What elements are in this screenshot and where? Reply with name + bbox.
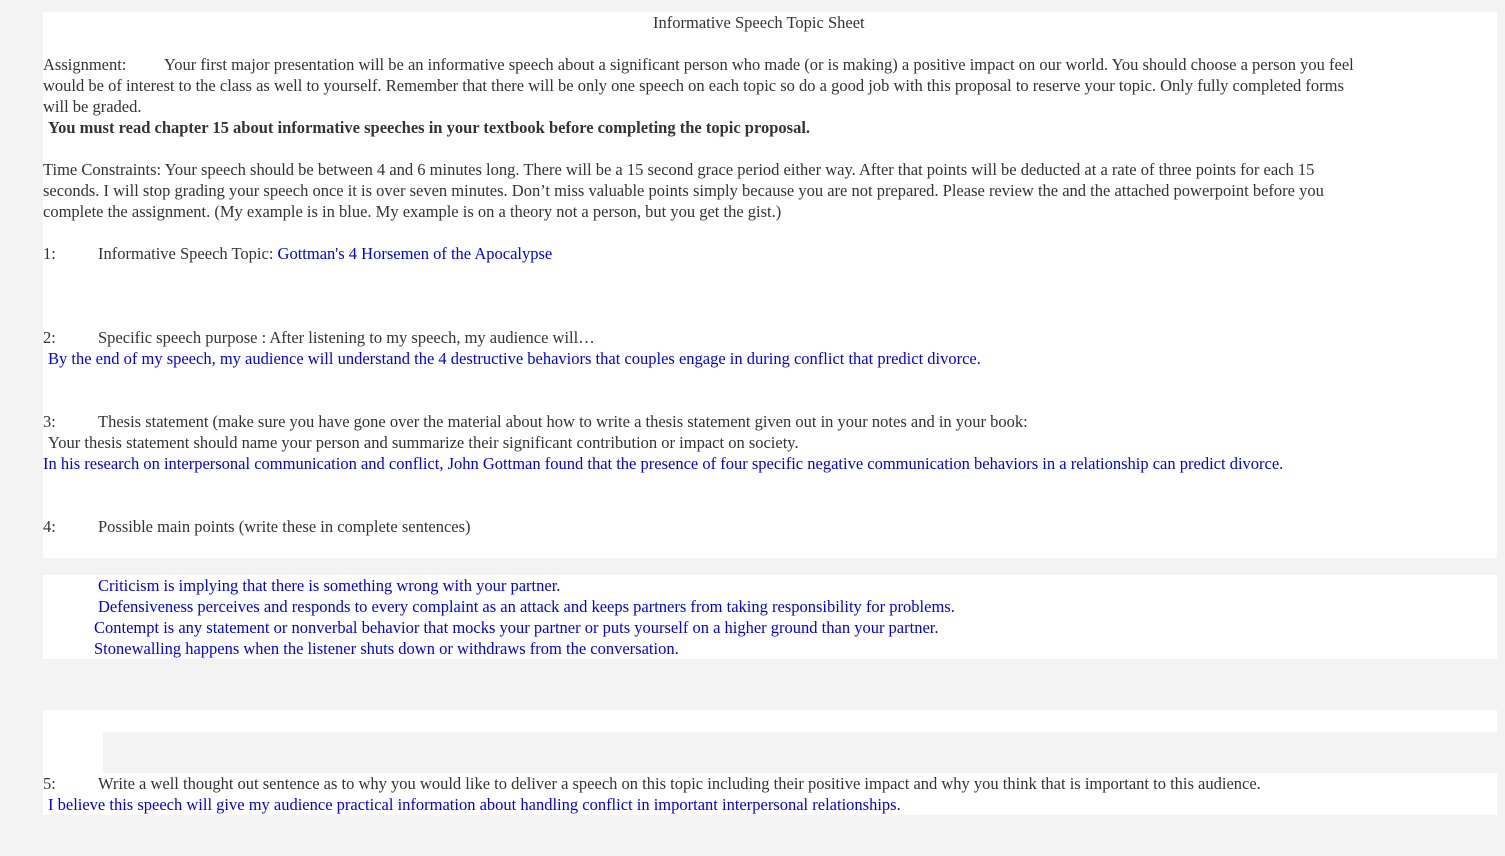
main-point-2: Defensiveness perceives and responds to every complaint as an attack and keeps partners from taking responsibility for problems. (98, 597, 955, 616)
item-3-answer: In his research on interpersonal communication and conflict, John Gottman found that the presence of four specific negative communication behaviors in a relationship can predict divorce. (43, 454, 1284, 473)
item-3-prompt-2: Your thesis statement should name your person and summarize their significant contribution or impact on society. (48, 433, 799, 452)
item-5-number: 5: (43, 774, 56, 793)
item-1-number: 1: (43, 244, 56, 263)
assignment-label: Assignment: (43, 55, 127, 74)
content-panel-bottom (43, 710, 1497, 732)
time-constraints-line-1: Time Constraints: Your speech should be between 4 and 6 minutes long. There will be a 15 second grace period either way. After that points will be deducted at a rate of three points for each 15 (43, 160, 1315, 179)
item-4 (43, 516, 471, 537)
main-point-3: Contempt is any statement or nonverbal behavior that mocks your partner or puts yourself on a higher ground than your partner. (94, 618, 939, 637)
item-3 (43, 411, 1028, 432)
item-2-prompt: Specific speech purpose : After listening to my speech, my audience will… (98, 328, 595, 347)
item-5-answer: I believe this speech will give my audience practical information about handling conflict in important interpersonal relationships. (48, 795, 901, 814)
main-point-4: Stonewalling happens when the listener shuts down or withdraws from the conversation. (94, 639, 679, 658)
main-point-1: Criticism is implying that there is something wrong with your partner. (98, 576, 561, 595)
assignment-text-1: Your first major presentation will be an informative speech about a significant person who made (or is making) a positive impact on our world. You should choose a person you feel (164, 55, 1354, 74)
page-title: Informative Speech Topic Sheet (653, 13, 865, 32)
item-4-prompt: Possible main points (write these in complete sentences) (98, 517, 471, 536)
item-4-number: 4: (43, 517, 56, 536)
item-1-answer: Gottman's 4 Horsemen of the Apocalypse (277, 244, 553, 263)
item-1-prompt: Informative Speech Topic: (98, 244, 278, 263)
item-2-answer: By the end of my speech, my audience will understand the 4 destructive behaviors that couples engage in during conflict that predict divorce. (48, 349, 981, 368)
time-constraints-line-3: complete the assignment. (My example is in blue. My example is on a theory not a person, but you get the gist.) (43, 202, 782, 221)
item-1 (43, 243, 552, 264)
item-3-number: 3: (43, 412, 56, 431)
assignment-line-3: will be graded. (43, 97, 142, 116)
assignment-line-1 (43, 54, 1354, 75)
item-2 (43, 327, 595, 348)
item-2-number: 2: (43, 328, 56, 347)
item-5-prompt: Write a well thought out sentence as to why you would like to deliver a speech on this topic including their positive impact and why you think that is important to this audience. (98, 774, 1261, 793)
item-5 (43, 773, 1261, 794)
time-constraints-line-2: seconds. I will stop grading your speech once it is over seven minutes. Don’t miss valuable points simply because you are not prepared. Please review the and the attached powerpoint before you (43, 181, 1324, 200)
assignment-line-2: would be of interest to the class as well to yourself. Remember that there will be only one speech on each topic so do a good job with this proposal to reserve your topic. Only fully completed forms (43, 76, 1344, 95)
assignment-bold-note: You must read chapter 15 about informative speeches in your textbook before completing the topic proposal. (48, 118, 811, 137)
item-3-prompt: Thesis statement (make sure you have gone over the material about how to write a thesis statement given out in your notes and in your book: (98, 412, 1028, 431)
